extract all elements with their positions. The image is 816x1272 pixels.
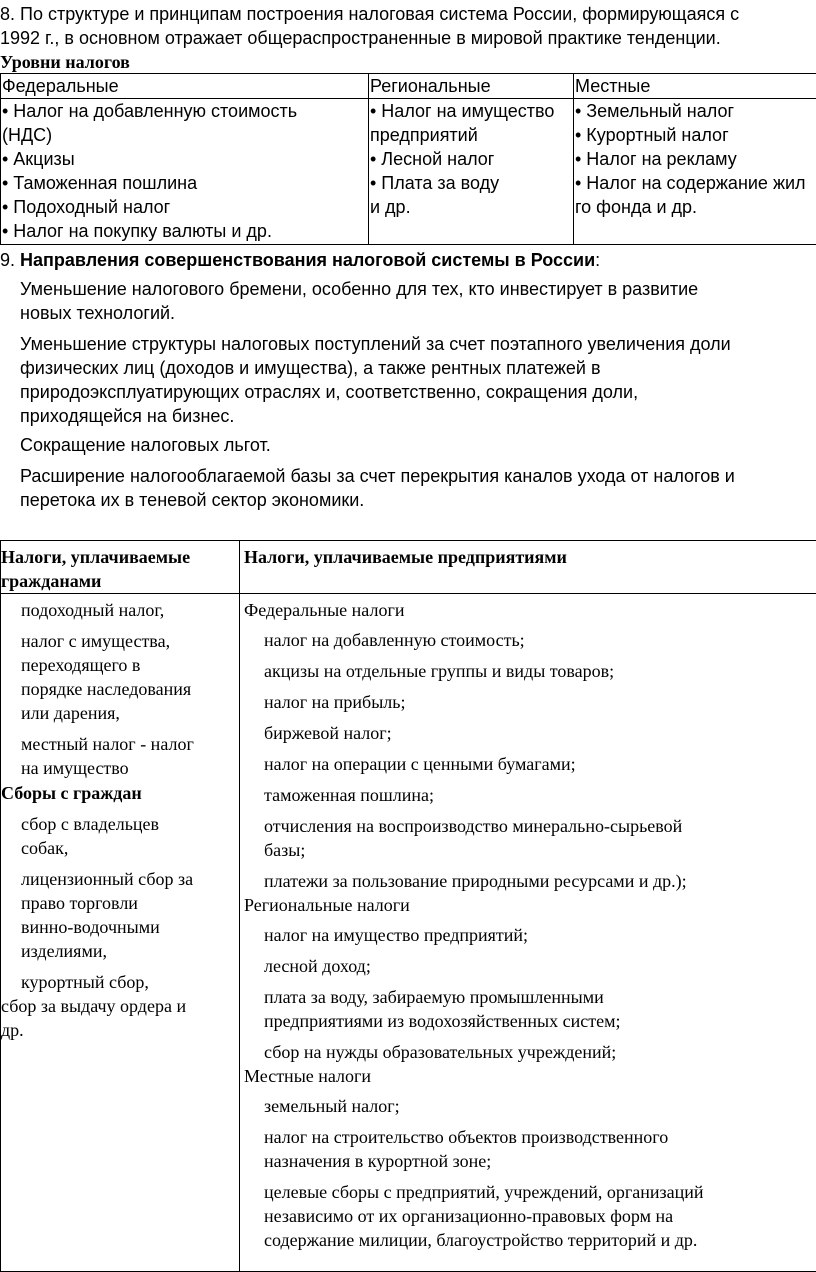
enterprises-cell — [240, 594, 816, 1272]
item-line: налог с имущества, — [21, 631, 171, 651]
intro-line: 1992 г., в основном отражает общераспространенные в мировой практике тенденции. — [0, 28, 721, 48]
list-item: сбор на нужды образовательных учреждений; — [264, 1042, 617, 1062]
paragraph-line: физических лиц (доходов и имущества), а также рентных платежей в — [20, 358, 601, 378]
list-item: • Налог на содержание жил — [575, 173, 806, 193]
directions-paragraph — [20, 433, 810, 457]
list-item: • Налог на имущество — [370, 101, 555, 121]
citizen-tax-item — [1, 629, 239, 725]
list-item: • Лесной налог — [370, 149, 495, 169]
list-item: акцизы на отдельные группы и виды товаров; — [264, 661, 615, 681]
item-line: винно-водочными — [21, 917, 160, 937]
item-line: лицензионный сбор за — [21, 869, 194, 889]
header-line: гражданами — [1, 571, 102, 591]
citizen-fee-item — [1, 867, 239, 963]
citizens-cell — [1, 594, 240, 1272]
item-line: подоходный налог, — [21, 600, 165, 620]
item-line: местный налог - налог — [21, 734, 194, 754]
paragraph-line: Расширение налогооблагаемой базы за счет перекрытия каналов ухода от налогов и — [20, 466, 735, 486]
list-item: земельный налог; — [264, 1096, 400, 1116]
item-line: сбор с владельцев — [21, 814, 160, 834]
citizen-tax-item — [1, 598, 239, 622]
list-item: налог на прибыль; — [264, 692, 406, 712]
directions-paragraph — [20, 277, 810, 325]
list-item: го фонда и др. — [575, 197, 698, 217]
list-item: • Земельный налог — [575, 101, 735, 121]
header-regional: Региональные — [369, 74, 574, 99]
paragraph-line: Уменьшение налогового бремени, особенно для тех, кто инвестирует в развитие — [20, 279, 699, 299]
list-item: • Курортный налог — [575, 125, 729, 145]
list-item: целевые сборы с предприятий, учреждений, организаций — [264, 1182, 704, 1202]
header-federal: Федеральные — [1, 74, 369, 99]
list-item: • Налог на рекламу — [575, 149, 737, 169]
directions-paragraph — [20, 332, 810, 428]
item-line: изделиями, — [21, 941, 107, 961]
citizen-fees-heading: Сборы с граждан — [1, 783, 142, 803]
item-line: курортный сбор, — [21, 972, 149, 992]
list-item: платежи за пользование природными ресурсами и др.); — [264, 871, 687, 891]
citizen-fee-item — [1, 812, 239, 860]
list-item: налог на имущество предприятий; — [264, 925, 529, 945]
federal-taxes-list — [244, 628, 816, 893]
list-item: • Налог на добавленную стоимость — [2, 101, 298, 121]
regional-taxes-heading: Региональные налоги — [244, 895, 410, 915]
citizen-tax-item — [1, 732, 239, 780]
list-item: биржевой налог; — [264, 723, 392, 743]
list-item: отчисления на воспроизводство минерально-сырьевой — [264, 816, 683, 836]
tax-levels-heading: Уровни налогов — [0, 52, 130, 72]
paragraph-line: природоэксплуатирующих отраслях и, соответственно, сокращения доли, — [20, 382, 639, 402]
federal-taxes-cell — [1, 99, 369, 245]
item-line: на имущество — [21, 758, 129, 778]
list-item: таможенная пошлина; — [264, 785, 434, 805]
list-item: (НДС) — [2, 125, 53, 145]
citizen-fee-item — [1, 970, 239, 994]
list-item: независимо от их организационно-правовых форм на — [264, 1206, 674, 1226]
list-item: налог на операции с ценными бумагами; — [264, 754, 576, 774]
list-item: • Налог на покупку валюты и др. — [2, 221, 272, 241]
item-line: право торговли — [21, 893, 138, 913]
list-item: содержание милиции, благоустройство территорий и др. — [264, 1230, 698, 1250]
regional-taxes-list — [244, 923, 816, 1064]
header-local: Местные — [574, 74, 816, 99]
item-line: др. — [1, 1020, 24, 1040]
header-line: Налоги, уплачиваемые — [1, 547, 191, 567]
citizens-header — [1, 541, 240, 594]
list-item: • Плата за воду — [370, 173, 500, 193]
paragraph-line: перетока их в теневой сектор экономики. — [20, 490, 365, 510]
paragraph-line: приходящейся на бизнес. — [20, 406, 235, 426]
list-item: и др. — [370, 197, 411, 217]
item-line: собак, — [21, 838, 69, 858]
local-taxes-cell — [574, 99, 816, 245]
regional-taxes-cell — [369, 99, 574, 245]
intro-line: 8. По структуре и принципам построения налоговая система России, формирующаяся с — [0, 4, 740, 24]
list-item: лесной доход; — [264, 956, 371, 976]
list-item: назначения в курортной зоне; — [264, 1151, 492, 1171]
list-item: • Подоходный налог — [2, 197, 171, 217]
federal-taxes-heading: Федеральные налоги — [244, 600, 405, 620]
paragraph-line: Уменьшение структуры налоговых поступлений за счет поэтапного увеличения доли — [20, 334, 731, 354]
paragraph-line: Сокращение налоговых льгот. — [20, 435, 271, 455]
item-line: или дарения, — [21, 703, 120, 723]
section-title: Направления совершенствования налоговой системы в России — [20, 250, 596, 270]
list-item: предприятиями из водохозяйственных систем; — [264, 1011, 621, 1031]
list-item: предприятий — [370, 125, 478, 145]
item-line: порядке наследования — [21, 679, 192, 699]
item-line: переходящего в — [21, 655, 141, 675]
list-item: • Акцизы — [2, 149, 75, 169]
list-item: налог на строительство объектов производственного — [264, 1127, 669, 1147]
list-item: налог на добавленную стоимость; — [264, 630, 525, 650]
directions-paragraph — [20, 464, 810, 512]
section-number: 9. — [0, 250, 16, 270]
list-item: плата за воду, забираемую промышленными — [264, 987, 604, 1007]
item-line: сбор за выдачу ордера и — [1, 996, 187, 1016]
local-taxes-list — [244, 1094, 816, 1252]
tax-levels-table — [0, 73, 816, 245]
list-item: • Таможенная пошлина — [2, 173, 198, 193]
section-colon: : — [595, 250, 601, 270]
section-9-heading — [0, 248, 600, 272]
section-8-intro — [0, 2, 816, 50]
enterprises-header: Налоги, уплачиваемые предприятиями — [240, 541, 816, 594]
list-item: базы; — [264, 840, 306, 860]
paragraph-line: новых технологий. — [20, 303, 176, 323]
taxes-table — [0, 540, 816, 1272]
local-taxes-heading: Местные налоги — [244, 1066, 372, 1086]
citizen-fee-item — [1, 994, 239, 1042]
